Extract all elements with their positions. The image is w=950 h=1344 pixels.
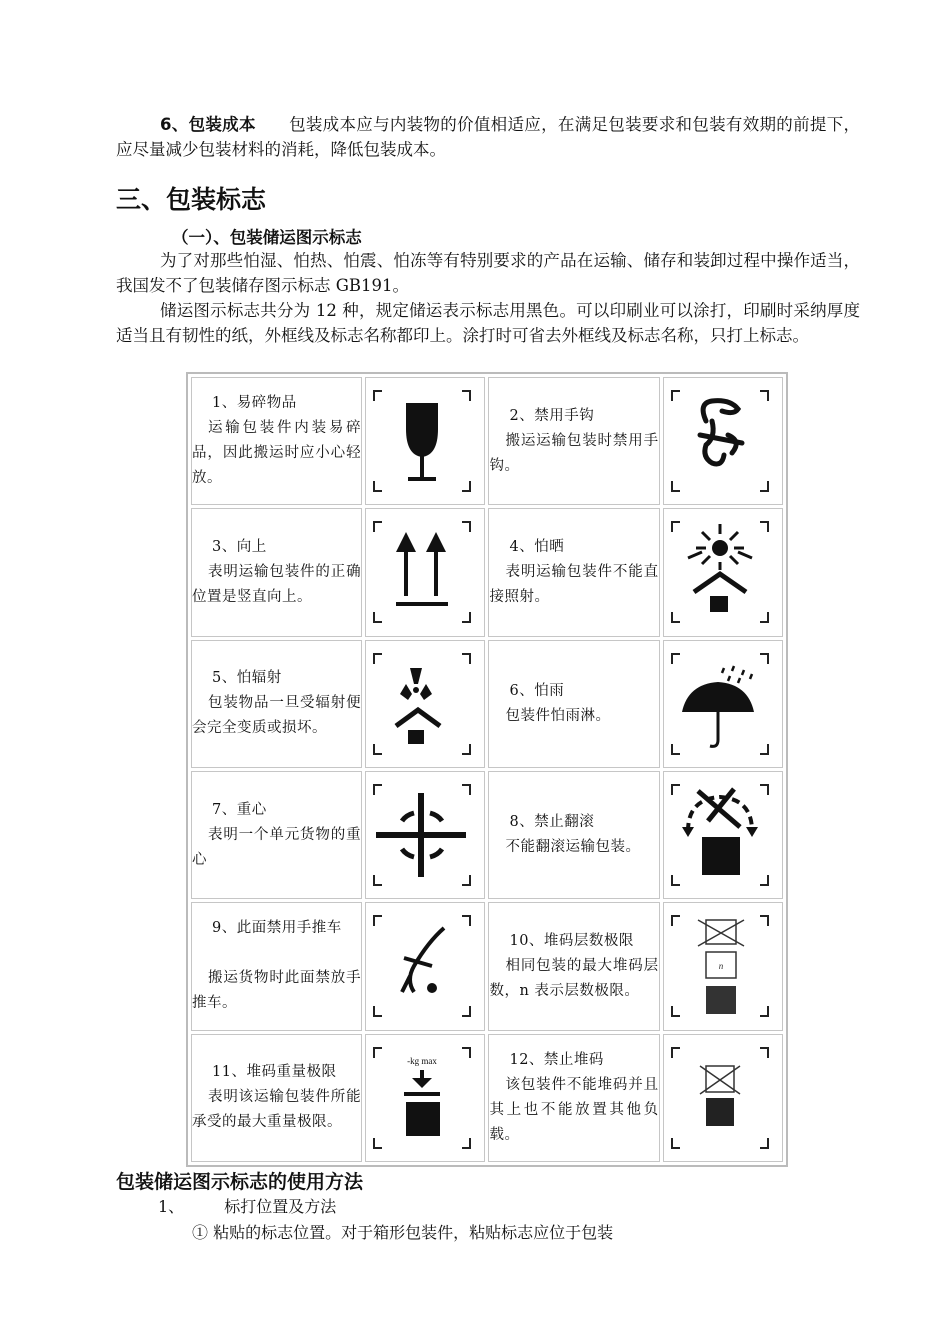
sign-icon-cell bbox=[663, 377, 783, 505]
sign-icon-cell bbox=[663, 1034, 783, 1162]
sign-title: 11、堆码重量极限 bbox=[212, 1064, 337, 1081]
sign-icon-cell bbox=[365, 508, 485, 636]
sign-icon-cell bbox=[365, 902, 485, 1030]
sign-desc bbox=[488, 640, 659, 768]
center-of-gravity-icon bbox=[366, 775, 478, 895]
paragraph-rules: 储运图示标志共分为 12 种，规定储运表示标志用黑色。可以印刷业可以涂打，印刷时采纳厚度适当且有韧性的纸，外框线及标志名称都印上。涂打时可省去外框线及标志名称，只打上标志。 bbox=[116, 301, 860, 345]
paragraph-intro: 为了对那些怕湿、怕热、怕震、怕冻等有特别要求的产品在运输、储存和装卸过程中操作适当，我国发不了包装储存图示标志 GB191。 bbox=[116, 251, 860, 295]
sign-title: 12、禁止堆码 bbox=[509, 1051, 604, 1068]
umbrella-icon bbox=[664, 644, 776, 764]
sign-desc bbox=[191, 640, 362, 768]
sign-desc bbox=[191, 771, 362, 899]
signs-table bbox=[186, 372, 788, 1167]
sign-text: 表明运输包装件不能直接照射。 bbox=[489, 563, 659, 605]
sign-title: 8、禁止翻滚 bbox=[509, 814, 595, 831]
sign-desc bbox=[488, 902, 659, 1030]
sign-desc bbox=[488, 771, 659, 899]
sign-desc bbox=[191, 902, 362, 1030]
no-rolling-icon bbox=[664, 775, 776, 895]
sign-title: 2、禁用手钩 bbox=[509, 407, 595, 424]
sign-icon-cell bbox=[365, 377, 485, 505]
sign-icon-cell bbox=[663, 902, 783, 1030]
table-row bbox=[191, 902, 783, 1030]
sign-desc bbox=[191, 377, 362, 505]
sign-title: 1、易碎物品 bbox=[212, 395, 297, 412]
table-row bbox=[191, 377, 783, 505]
table-row bbox=[191, 508, 783, 636]
method-item-2: ① 粘贴的标志位置。对于箱形包装件，粘贴标志应位于包装 bbox=[192, 1223, 614, 1242]
sign-icon-cell bbox=[663, 640, 783, 768]
sign-title: 3、向上 bbox=[212, 538, 267, 555]
sign-text: 表明该运输包装件所能承受的最大重量极限。 bbox=[192, 1089, 362, 1131]
sign-text: 表明一个单元货物的重心 bbox=[192, 826, 362, 868]
sign-text: 搬运运输包装时禁用手钩。 bbox=[489, 432, 659, 474]
no-hooks-icon bbox=[664, 381, 776, 501]
sign-desc bbox=[488, 377, 659, 505]
sign-desc bbox=[488, 508, 659, 636]
sign-title: 10、堆码层数极限 bbox=[509, 932, 634, 949]
weight-limit-label: -kg max bbox=[407, 1055, 437, 1066]
sign-desc bbox=[488, 1034, 659, 1162]
table-row bbox=[191, 771, 783, 899]
section-heading: 三、包装标志 bbox=[116, 185, 267, 214]
method-label: 标打位置及方法 bbox=[224, 1197, 337, 1216]
radiation-icon bbox=[366, 644, 478, 764]
sign-text: 搬运货物时此面禁放手推车。 bbox=[192, 970, 362, 1012]
sign-title: 6、怕雨 bbox=[509, 682, 565, 699]
sign-title: 7、重心 bbox=[212, 801, 267, 818]
no-stacking-icon bbox=[664, 1038, 776, 1158]
sign-text: 该包装件不能堆码并且其上也不能放置其他负载。 bbox=[489, 1076, 659, 1143]
sign-text: 包装物品一旦受辐射便会完全变质或损坏。 bbox=[192, 695, 362, 737]
method-item-1 bbox=[158, 1194, 336, 1217]
paragraph-label: 6、包装成本 bbox=[160, 115, 256, 134]
no-hand-truck-icon bbox=[366, 906, 478, 1026]
sign-desc bbox=[191, 508, 362, 636]
method-heading: 包装储运图示标志的使用方法 bbox=[116, 1171, 364, 1193]
sign-icon-cell bbox=[365, 771, 485, 899]
stacking-layers-icon bbox=[664, 906, 776, 1026]
sub-heading: （一）、包装储运图示标志 bbox=[172, 228, 362, 247]
sign-title: 5、怕辐射 bbox=[212, 670, 282, 687]
this-way-up-icon bbox=[366, 512, 478, 632]
sign-title: 4、怕晒 bbox=[509, 538, 565, 555]
sign-text: 不能翻滚运输包装。 bbox=[505, 839, 641, 856]
stack-limit-label: n bbox=[718, 961, 723, 972]
fragile-glass-icon bbox=[366, 381, 478, 501]
sign-desc bbox=[191, 1034, 362, 1162]
sign-text: 运输包装件内装易碎品，因此搬运时应小心轻放。 bbox=[192, 420, 362, 487]
sign-icon-cell bbox=[365, 640, 485, 768]
keep-from-sun-icon bbox=[664, 512, 776, 632]
sign-icon-cell bbox=[663, 508, 783, 636]
sign-title: 9、此面禁用手推车 bbox=[212, 920, 342, 937]
sign-icon-cell bbox=[663, 771, 783, 899]
table-row bbox=[191, 640, 783, 768]
sign-text: 相同包装的最大堆码层数，n 表示层数极限。 bbox=[489, 957, 659, 999]
sign-text: 表明运输包装件的正确位置是竖直向上。 bbox=[192, 563, 362, 605]
sign-icon-cell bbox=[365, 1034, 485, 1162]
stacking-weight-icon bbox=[366, 1038, 478, 1158]
paragraph-text: 包装成本应与内装物的价值相适应，在满足包装要求和包装有效期的前提下，应尽量减少包装材料的消耗，降低包装成本。 bbox=[116, 115, 861, 159]
paragraph-packaging-cost bbox=[116, 112, 860, 162]
method-number: 1、 bbox=[158, 1197, 185, 1216]
sign-text: 包装件怕雨淋。 bbox=[505, 707, 611, 724]
table-row bbox=[191, 1034, 783, 1162]
